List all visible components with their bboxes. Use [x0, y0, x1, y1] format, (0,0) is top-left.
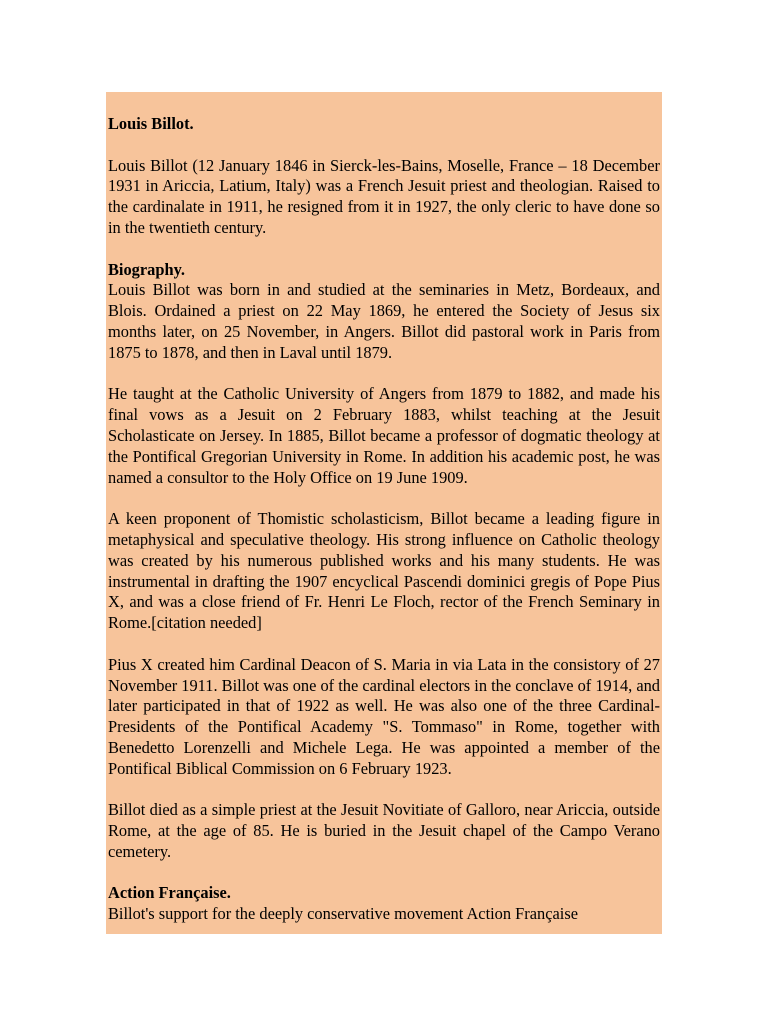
- intro-paragraph: Louis Billot (12 January 1846 in Sierck-les-Bains, Moselle, France – 18 December 1931 in Ariccia, Latium, Italy) was a French Jesuit priest and theologian. Raised to the cardinalate in 1911, he resigned from it in 1927, the only cleric to have done so in the twentieth century.: [108, 155, 660, 237]
- document-body: [108, 114, 660, 934]
- action-francaise-paragraph-1: Billot's support for the deeply conservative movement Action Française: [108, 904, 578, 924]
- action-francaise-heading: Action Française.: [108, 883, 231, 903]
- biography-heading: Biography.: [108, 259, 185, 279]
- biography-paragraph-4: Pius X created him Cardinal Deacon of S. Maria in via Lata in the consistory of 27 November 1911. Billot was one of the cardinal electors in the conclave of 1914, and later participated in that of 1922 as well. He was also one of the three Cardinal-Presidents of the Pontifical Academy "S. Tommaso" in Rome, together with Benedetto Lorenzelli and Michele Lega. He was appointed a member of the Pontifical Biblical Commission on 6 February 1923.: [108, 654, 660, 778]
- biography-paragraph-3: A keen proponent of Thomistic scholasticism, Billot became a leading figure in metaphysical and speculative theology. His strong influence on Catholic theology was created by his numerous published works and his many students. He was instrumental in drafting the 1907 encyclical Pascendi dominici gregis of Pope Pius X, and was a close friend of Fr. Henri Le Floch, rector of the French Seminary in Rome.[citation needed]: [108, 509, 660, 633]
- biography-paragraph-5: Billot died as a simple priest at the Jesuit Novitiate of Galloro, near Ariccia, outside Rome, at the age of 85. He is buried in the Jesuit chapel of the Campo Verano cemetery.: [108, 800, 660, 861]
- biography-paragraph-1: Louis Billot was born in and studied at the seminaries in Metz, Bordeaux, and Blois. Ordained a priest on 22 May 1869, he entered the Society of Jesus six months later, on 25 November, in Angers. Billot did pastoral work in Paris from 1875 to 1878, and then in Laval until 1879.: [108, 280, 660, 362]
- document-page: [106, 92, 662, 934]
- document-title: Louis Billot.: [108, 114, 194, 133]
- biography-paragraph-2: He taught at the Catholic University of Angers from 1879 to 1882, and made his final vows as a Jesuit on 2 February 1883, whilst teaching at the Jesuit Scholasticate on Jersey. In 1885, Billot became a professor of dogmatic theology at the Pontifical Gregorian University in Rome. In addition his academic post, he was named a consultor to the Holy Office on 19 June 1909.: [108, 384, 660, 487]
